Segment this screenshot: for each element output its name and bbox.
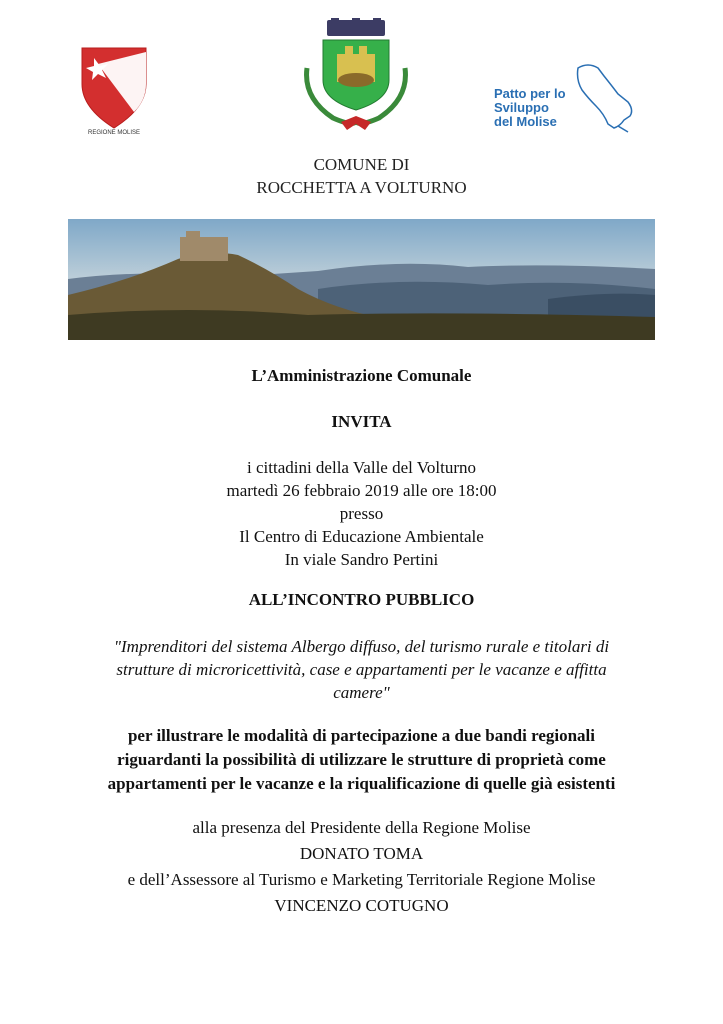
comune-title: [0, 153, 723, 199]
svg-text:REGIONE MOLISE: REGIONE MOLISE: [87, 130, 141, 136]
details-line-2: martedì 26 febbraio 2019 alle ore 18:00: [226, 481, 497, 500]
comune-line-2: ROCCHETTA A VOLTURNO: [256, 178, 467, 197]
logo-row: [0, 0, 723, 150]
purpose-line-1: per illustrare le modalità di partecipazione a due bandi regionali: [127, 726, 596, 745]
incontro-heading: ALL’INCONTRO PUBBLICO: [248, 590, 475, 609]
details-line-4: Il Centro di Educazione Ambientale: [239, 527, 484, 546]
invita-heading: INVITA: [331, 412, 392, 431]
purpose-line-3: appartamenti per le vacanze e la riqualificazione di quelle già esistenti: [107, 774, 616, 793]
patto-sviluppo-logo: [488, 62, 638, 136]
patto-line-1: Patto per lo: [494, 86, 566, 101]
quote-line-2: strutture di microricettività, case e appartamenti per le vacanze e affitta: [116, 660, 607, 679]
event-quote: [70, 635, 653, 704]
regione-molise-logo: [76, 44, 152, 136]
presence-text: [0, 815, 723, 919]
landscape-image: [68, 219, 655, 340]
amministrazione-heading: L’Amministrazione Comunale: [251, 366, 472, 385]
presence-line-1: alla presenza del Presidente della Regione Molise: [192, 818, 531, 837]
details-line-1: i cittadini della Valle del Volturno: [247, 458, 476, 477]
patto-line-3: del Molise: [494, 114, 557, 129]
presence-line-2: DONATO TOMA: [299, 844, 424, 863]
comune-coat-of-arms: [293, 18, 419, 136]
event-details: [0, 456, 723, 571]
purpose-text: [50, 724, 673, 796]
quote-line-1: "Imprenditori del sistema Albergo diffuso, del turismo rurale e titolari di: [113, 637, 610, 656]
presence-line-3: e dell’Assessore al Turismo e Marketing Territoriale Regione Molise: [127, 870, 596, 889]
patto-line-2: Sviluppo: [494, 100, 549, 115]
quote-line-3: camere": [333, 683, 390, 702]
details-line-5: In viale Sandro Pertini: [284, 550, 439, 569]
presence-line-4: VINCENZO COTUGNO: [274, 896, 449, 915]
comune-line-1: COMUNE DI: [313, 155, 410, 174]
purpose-line-2: riguardanti la possibilità di utilizzare le strutture di proprietà come: [117, 750, 606, 769]
details-line-3: presso: [339, 504, 384, 523]
